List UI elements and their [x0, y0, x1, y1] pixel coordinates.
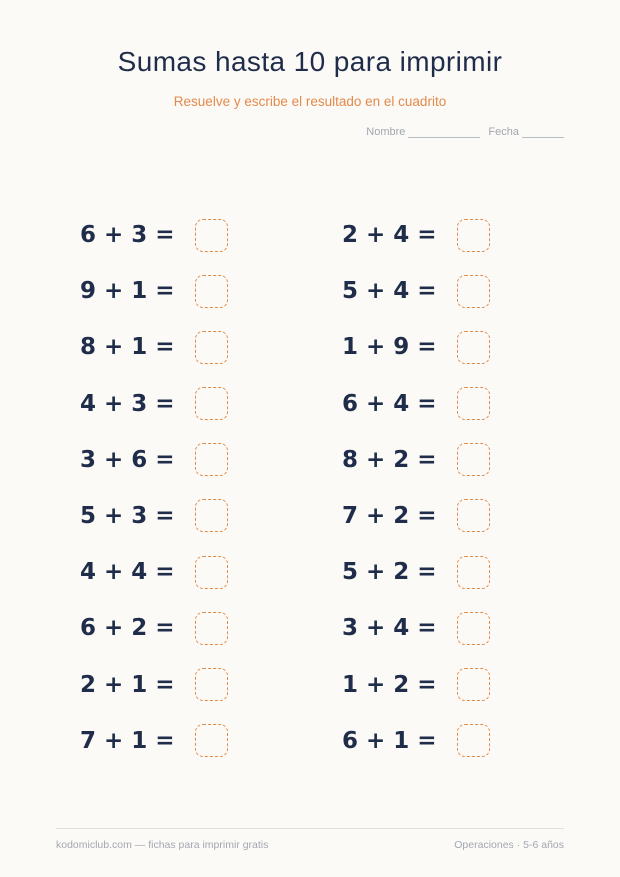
problem-expression: 9 + 1 = — [80, 278, 175, 305]
date-line — [522, 128, 564, 138]
answer-box[interactable] — [195, 668, 228, 701]
footer-site: kodomiclub.com — fichas para imprimir gratis — [56, 839, 269, 851]
answer-box[interactable] — [457, 275, 490, 308]
problem-item — [342, 384, 542, 424]
answer-box[interactable] — [457, 556, 490, 589]
answer-box[interactable] — [457, 612, 490, 645]
answer-box[interactable] — [457, 499, 490, 532]
problem-item — [80, 215, 342, 255]
answer-box[interactable] — [195, 499, 228, 532]
problem-expression: 8 + 2 = — [342, 446, 437, 473]
problem-item — [342, 440, 542, 480]
answer-box[interactable] — [457, 724, 490, 757]
problem-item — [80, 552, 342, 592]
problem-item — [80, 384, 342, 424]
problem-expression: 6 + 4 = — [342, 390, 437, 417]
problem-expression: 7 + 1 = — [80, 727, 175, 754]
problem-item — [80, 496, 342, 536]
problem-item — [80, 608, 342, 648]
problem-expression: 1 + 2 = — [342, 671, 437, 698]
name-field[interactable] — [366, 126, 480, 138]
footer-divider — [56, 828, 564, 829]
answer-box[interactable] — [195, 331, 228, 364]
date-label: Fecha — [488, 126, 519, 138]
problem-item — [80, 327, 342, 367]
name-label: Nombre — [366, 126, 406, 138]
problem-grid — [80, 215, 542, 777]
problem-expression: 5 + 2 = — [342, 559, 437, 586]
student-fields — [366, 126, 564, 138]
answer-box[interactable] — [457, 668, 490, 701]
problem-expression: 3 + 6 = — [80, 446, 175, 473]
problem-item — [342, 608, 542, 648]
problem-expression: 3 + 4 = — [342, 615, 437, 642]
problem-expression: 7 + 2 = — [342, 502, 437, 529]
answer-box[interactable] — [195, 556, 228, 589]
problem-item — [342, 665, 542, 705]
problem-expression: 4 + 3 = — [80, 390, 175, 417]
answer-box[interactable] — [457, 219, 490, 252]
problem-item — [80, 271, 342, 311]
answer-box[interactable] — [195, 612, 228, 645]
answer-box[interactable] — [195, 443, 228, 476]
answer-box[interactable] — [195, 724, 228, 757]
problem-item — [342, 496, 542, 536]
page-title: Sumas hasta 10 para imprimir — [117, 46, 503, 77]
problem-expression: 6 + 2 = — [80, 615, 175, 642]
problem-expression: 2 + 1 = — [80, 671, 175, 698]
answer-box[interactable] — [195, 387, 228, 420]
problem-item — [342, 721, 542, 761]
problem-expression: 5 + 4 = — [342, 278, 437, 305]
answer-box[interactable] — [195, 275, 228, 308]
problem-expression: 8 + 1 = — [80, 334, 175, 361]
problem-item — [342, 271, 542, 311]
page-subtitle: Resuelve y escribe el resultado en el cuadrito — [173, 94, 447, 109]
date-field[interactable] — [488, 126, 564, 138]
answer-box[interactable] — [195, 219, 228, 252]
problem-expression: 5 + 3 = — [80, 502, 175, 529]
problem-expression: 1 + 9 = — [342, 334, 437, 361]
problem-expression: 6 + 3 = — [80, 222, 175, 248]
answer-box[interactable] — [457, 331, 490, 364]
problem-item — [342, 327, 542, 367]
problem-item — [80, 440, 342, 480]
problem-item — [342, 215, 542, 255]
name-line — [408, 128, 480, 138]
problem-expression: 2 + 4 = — [342, 222, 437, 248]
problem-expression: 6 + 1 = — [342, 727, 437, 754]
problem-item — [80, 721, 342, 761]
answer-box[interactable] — [457, 387, 490, 420]
problem-expression: 4 + 4 = — [80, 559, 175, 586]
answer-box[interactable] — [457, 443, 490, 476]
problem-item — [80, 665, 342, 705]
problem-item — [342, 552, 542, 592]
footer-category: Operaciones · 5-6 años — [454, 839, 564, 851]
